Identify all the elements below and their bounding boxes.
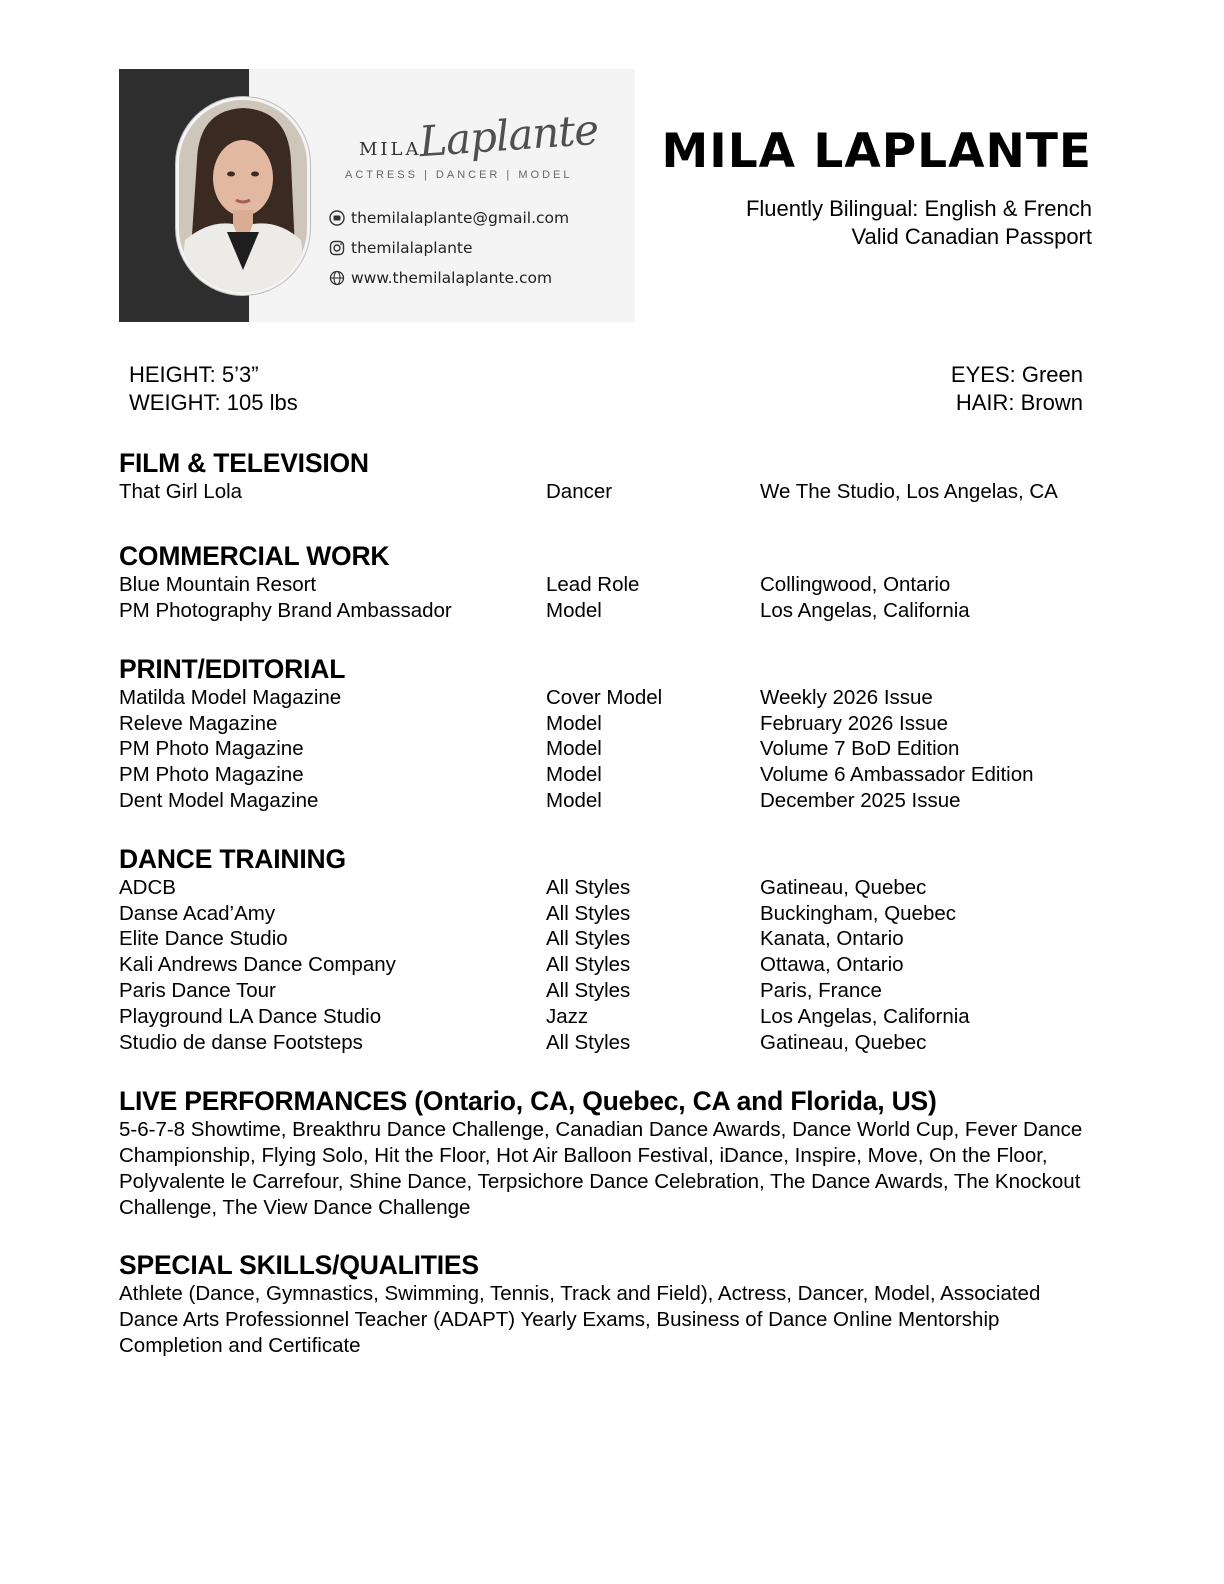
credit-role: Model	[546, 712, 602, 735]
live-performances-text: 5-6-7-8 Showtime, Breakthru Dance Challenge, Canadian Dance Awards, Dance World Cup, Fever Dance Championship, Flying Solo, Hit the Floor, Hot Air Balloon Festival, iDance, Inspire, Move, On the Floor, Polyvalente le Carrefour, Shine Dance, Terpsichore Dance Celebration, The Dance Awards, The Knockout Challenge, The View Dance Challenge	[119, 1118, 1083, 1219]
credit-role: Dancer	[546, 480, 613, 503]
header-card	[119, 69, 635, 322]
section-heading-commercial: COMMERCIAL WORK	[119, 541, 390, 571]
stat-hair: HAIR: Brown	[955, 390, 1083, 415]
credit-detail: Volume 6 Ambassador Edition	[760, 763, 1034, 786]
training-style: All Styles	[546, 876, 631, 899]
credit-role: Lead Role	[546, 573, 640, 596]
email-text: themilalaplante@gmail.com	[351, 209, 570, 227]
stat-weight: WEIGHT: 105 lbs	[129, 390, 298, 415]
training-style: All Styles	[546, 1031, 631, 1054]
table-row	[119, 927, 1109, 953]
credit-title: Releve Magazine	[119, 712, 278, 735]
logo-tagline: ACTRESS | DANCER | MODEL	[345, 169, 573, 181]
training-school: Paris Dance Tour	[119, 979, 276, 1002]
credit-role: Cover Model	[546, 686, 663, 709]
training-style: Jazz	[546, 1005, 589, 1028]
training-school: Kali Andrews Dance Company	[119, 953, 396, 976]
section-heading-dance: DANCE TRAINING	[119, 844, 346, 874]
training-school: Playground LA Dance Studio	[119, 1005, 382, 1028]
table-row	[119, 686, 1109, 712]
table-row	[119, 1031, 1109, 1057]
credit-title: That Girl Lola	[119, 480, 243, 503]
languages-line: Fluently Bilingual: English & French	[745, 196, 1092, 221]
credit-detail: Weekly 2026 Issue	[760, 686, 933, 709]
globe-icon	[329, 270, 345, 286]
table-row	[119, 902, 1109, 928]
headshot-photo	[179, 100, 307, 292]
credit-role: Model	[546, 763, 602, 786]
credit-title: Matilda Model Magazine	[119, 686, 342, 709]
logo-first-name: MILA	[359, 139, 422, 160]
credit-title: Dent Model Magazine	[119, 789, 319, 812]
section-heading-film: FILM & TELEVISION	[119, 448, 369, 478]
section-heading-skills: SPECIAL SKILLS/QUALITIES	[119, 1250, 479, 1280]
training-school: Danse Acad’Amy	[119, 902, 276, 925]
training-school: Elite Dance Studio	[119, 927, 288, 950]
website-text: www.themilalaplante.com	[351, 269, 553, 287]
training-style: All Styles	[546, 927, 631, 950]
table-row	[119, 1005, 1109, 1031]
instagram-icon	[329, 240, 345, 256]
credit-detail: Los Angelas, California	[760, 599, 970, 622]
section-heading-live: LIVE PERFORMANCES (Ontario, CA, Quebec, CA and Florida, US)	[119, 1086, 937, 1116]
table-row	[119, 573, 1109, 599]
training-style: All Styles	[546, 953, 631, 976]
table-row	[119, 979, 1109, 1005]
contact-website[interactable]	[329, 269, 552, 287]
training-location: Paris, France	[760, 979, 882, 1002]
credit-role: Model	[546, 599, 602, 622]
section-heading-print: PRINT/EDITORIAL	[119, 654, 346, 684]
table-row	[119, 789, 1109, 815]
email-icon	[329, 210, 345, 226]
credit-detail: December 2025 Issue	[760, 789, 961, 812]
credit-detail: We The Studio, Los Angelas, CA	[760, 480, 1058, 503]
credit-title: PM Photo Magazine	[119, 763, 304, 786]
training-school: ADCB	[119, 876, 176, 899]
skills-text: Athlete (Dance, Gymnastics, Swimming, Tennis, Track and Field), Actress, Dancer, Model, Associated Dance Arts Professionnel Teacher (ADAPT) Yearly Exams, Business of Dance Online Mentorship Completion and Certificate	[119, 1282, 1041, 1357]
training-location: Ottawa, Ontario	[760, 953, 904, 976]
instagram-text: themilalaplante	[351, 239, 473, 257]
logo-script-signature: Laplante	[417, 104, 600, 167]
training-location: Gatineau, Quebec	[760, 876, 927, 899]
credit-role: Model	[546, 789, 602, 812]
table-row	[119, 953, 1109, 979]
training-school: Studio de danse Footsteps	[119, 1031, 363, 1054]
credit-title: Blue Mountain Resort	[119, 573, 317, 596]
table-row	[119, 712, 1109, 738]
credit-detail: Collingwood, Ontario	[760, 573, 951, 596]
contact-email[interactable]	[329, 209, 569, 227]
training-location: Gatineau, Quebec	[760, 1031, 927, 1054]
table-row	[119, 737, 1109, 763]
credit-role: Model	[546, 737, 602, 760]
table-row	[119, 763, 1109, 789]
table-row	[119, 599, 1109, 625]
training-style: All Styles	[546, 902, 631, 925]
training-location: Los Angelas, California	[760, 1005, 970, 1028]
passport-line: Valid Canadian Passport	[851, 224, 1092, 249]
training-location: Buckingham, Quebec	[760, 902, 957, 925]
credit-title: PM Photo Magazine	[119, 737, 304, 760]
stat-height: HEIGHT: 5’3”	[129, 362, 259, 387]
credit-detail: Volume 7 BoD Edition	[760, 737, 960, 760]
page-title: MILA LAPLANTE	[661, 124, 1092, 179]
stat-eyes: EYES: Green	[950, 362, 1083, 387]
table-row	[119, 876, 1109, 902]
credit-title: PM Photography Brand Ambassador	[119, 599, 452, 622]
contact-instagram[interactable]	[329, 239, 473, 257]
training-style: All Styles	[546, 979, 631, 1002]
table-row	[119, 480, 1109, 506]
credit-detail: February 2026 Issue	[760, 712, 949, 735]
training-location: Kanata, Ontario	[760, 927, 904, 950]
